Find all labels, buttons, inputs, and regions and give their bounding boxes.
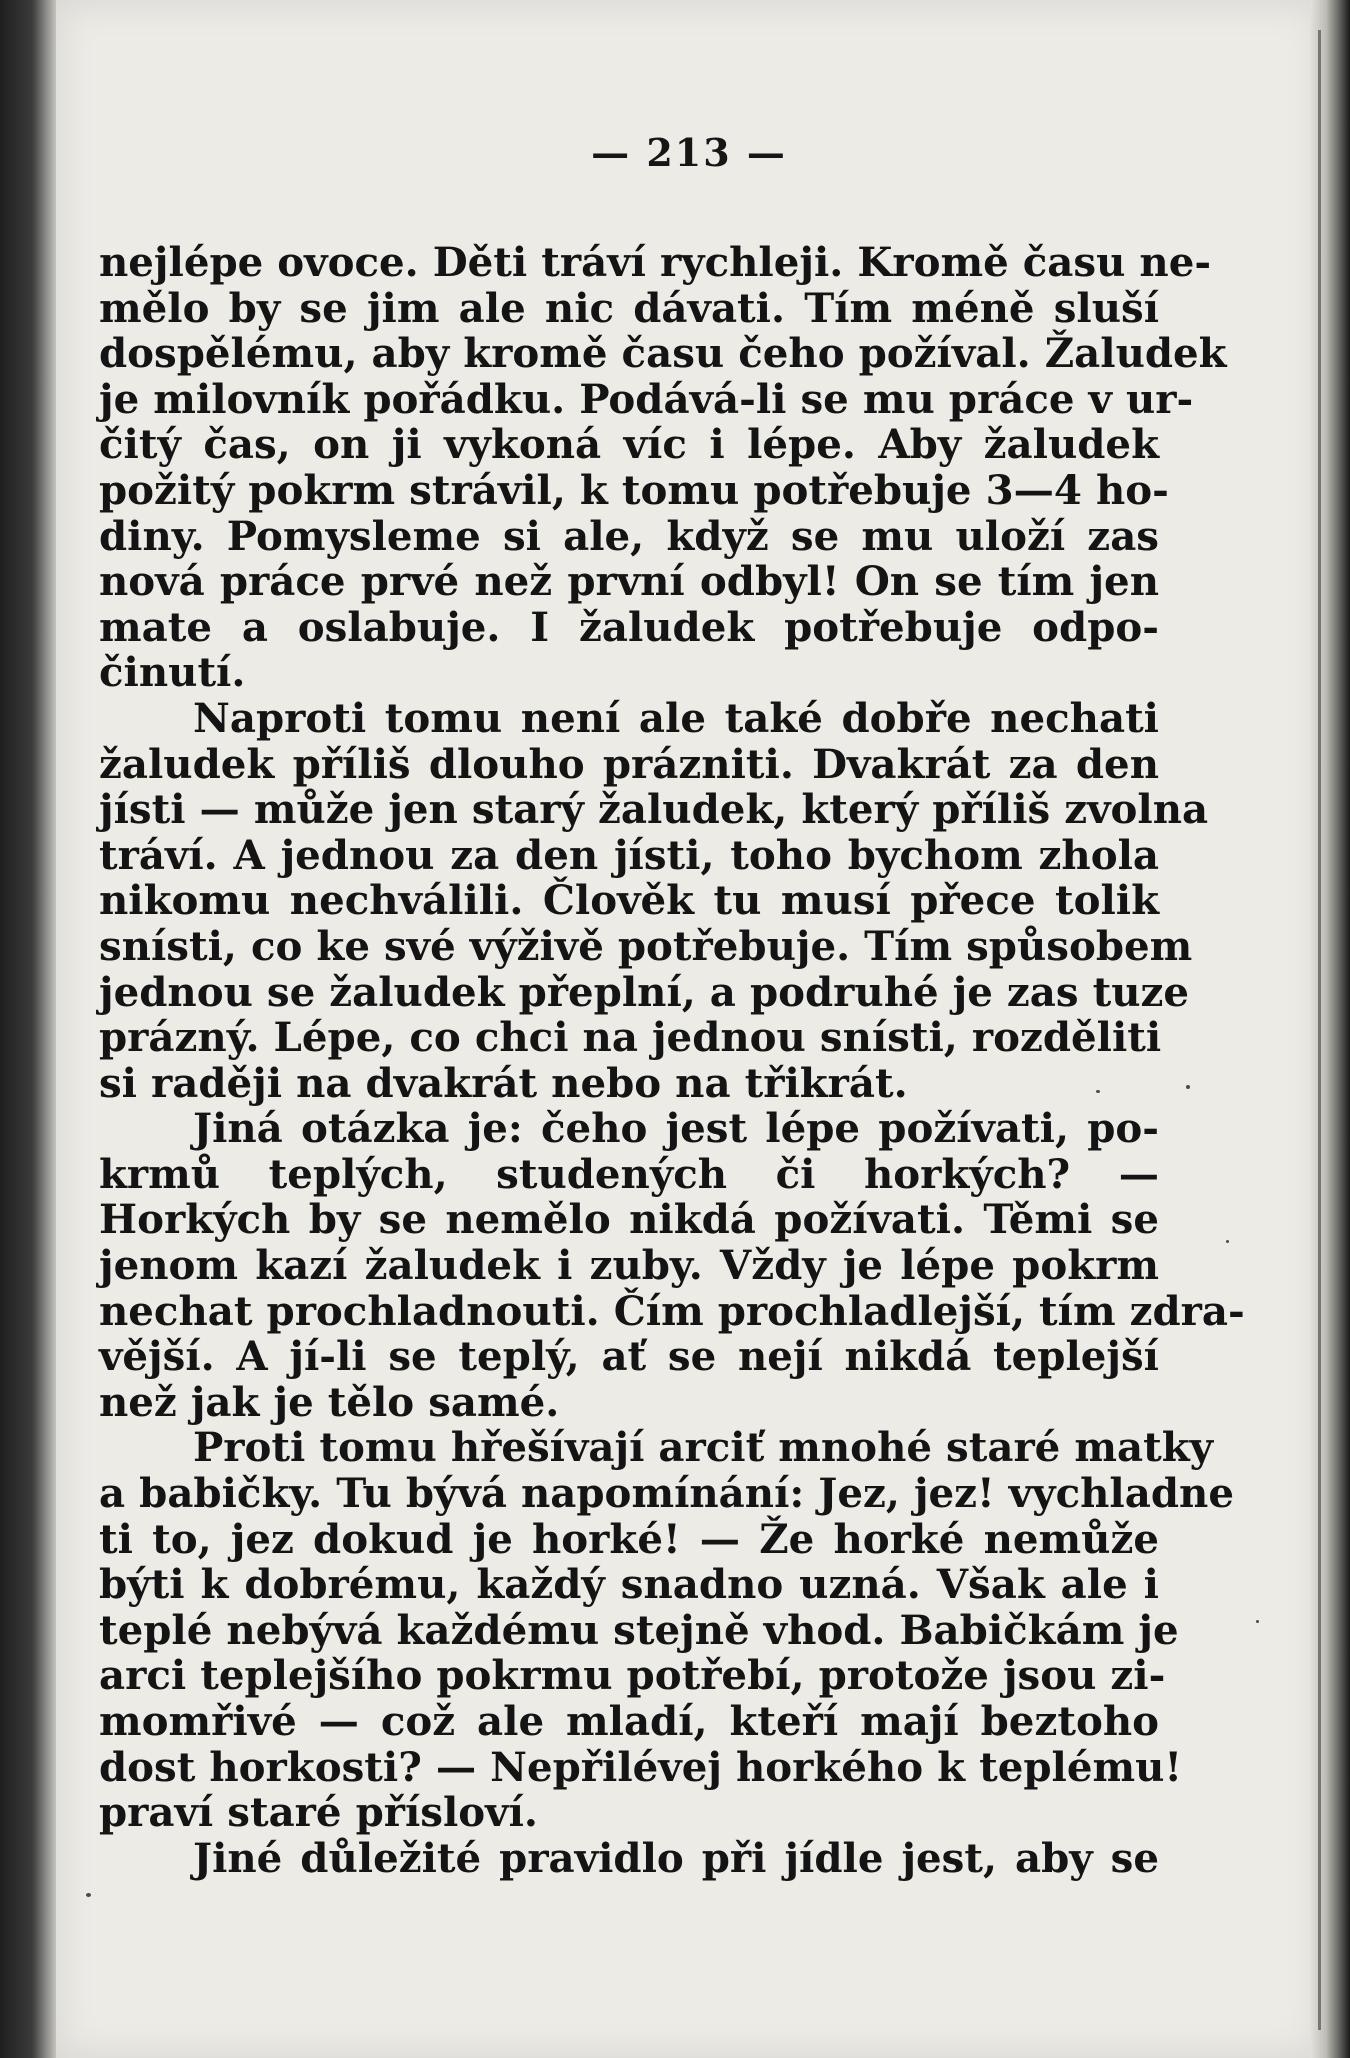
text-line: arci teplejšího pokrmu potřebí, protože jsou zi- (99, 1651, 1166, 1700)
text-line: býti k dobrému, každý snadno uzná. Však ale i (99, 1560, 1159, 1609)
text-line: požitý pokrm strávil, k tomu potřebuje 3—4 ho- (99, 465, 1169, 514)
text-line: jenom kazí žaludek i zuby. Vždy je lépe pokrm (99, 1241, 1159, 1290)
text-line: snísti, co ke své výživě potřebuje. Tím spůsobem (99, 921, 1193, 970)
text-line: Naproti tomu není ale také dobře nechati (193, 693, 1159, 742)
text-line: čitý čas, on ji vykoná víc i lépe. Aby žaludek (99, 420, 1159, 469)
text-line: jednou se žaludek přeplní, a podruhé je zas tuze (99, 967, 1190, 1016)
text-line: jísti — může jen starý žaludek, který příliš zvolna (99, 785, 1209, 834)
text-line: žaludek příliš dlouho prázniti. Dvakrát za den (99, 739, 1159, 788)
text-line: tráví. A jednou za den jísti, toho bychom zhola (99, 830, 1159, 879)
text-line: Jiná otázka je: čeho jest lépe požívati, po- (193, 1104, 1159, 1153)
text-line: činutí. (99, 648, 246, 697)
text-line: dost horkosti? — Nepřilévej horkého k teplému! (99, 1742, 1183, 1791)
text-line: Proti tomu hřešívají arciť mnohé staré matky (193, 1423, 1214, 1472)
text-line: nejlépe ovoce. Děti tráví rychleji. Kromě času ne- (99, 238, 1212, 286)
print-speck (86, 1893, 91, 1897)
print-speck (1256, 1620, 1259, 1623)
text-line: mate a oslabuje. I žaludek potřebuje odpo- (99, 602, 1159, 651)
text-line: je milovník pořádku. Podává-li se mu práce v ur- (99, 374, 1194, 423)
text-line: krmů teplých, studených či horkých? — (99, 1149, 1159, 1198)
page-edge (1310, 0, 1350, 2058)
print-speck (1096, 1090, 1100, 1093)
print-speck (1226, 1240, 1229, 1243)
text-line: Horkých by se nemělo nikdá požívati. Těmi se (99, 1195, 1159, 1244)
text-line: teplé nebývá každému stejně vhod. Babičkám je (99, 1605, 1179, 1654)
text-line: Jiné důležité pravidlo při jídle jest, aby se (193, 1833, 1159, 1882)
page-edge-line (1318, 30, 1321, 2030)
text-line: ti to, jez dokud je horké! — Že horké nemůže (99, 1514, 1159, 1563)
text-line: a babičky. Tu bývá napomínání: Jez, jez! vychladne (99, 1469, 1234, 1518)
text-line: dospělému, aby kromě času čeho požíval. Žaludek (99, 329, 1227, 378)
text-line: nechat prochladnouti. Čím prochladlejší, tím zdra- (99, 1286, 1245, 1335)
text-line: mělo by se jim ale nic dávati. Tím méně sluší (99, 283, 1159, 332)
text-line: nová práce prvé než první odbyl! On se tím jen (99, 557, 1159, 606)
book-page (56, 0, 1322, 2058)
text-line: prázný. Lépe, co chci na jednou snísti, rozděliti (99, 1013, 1162, 1062)
book-gutter (0, 0, 58, 2058)
text-line: diny. Pomysleme si ale, když se mu uloží zas (99, 511, 1159, 560)
text-line: vější. A jí-li se teplý, ať se nejí nikdá teplejší (99, 1332, 1159, 1381)
text-line: než jak je tělo samé. (99, 1377, 560, 1426)
text-line: praví staré přísloví. (99, 1788, 538, 1837)
text-line: nikomu nechválili. Člověk tu musí přece tolik (99, 876, 1159, 925)
page-number: — 213 — (591, 130, 787, 175)
print-speck (1186, 1085, 1190, 1089)
text-line: momřivé — což ale mladí, kteří mají beztoho (99, 1697, 1159, 1745)
text-line: si raději na dvakrát nebo na třikrát. (99, 1058, 908, 1107)
body-text (99, 238, 1245, 1882)
